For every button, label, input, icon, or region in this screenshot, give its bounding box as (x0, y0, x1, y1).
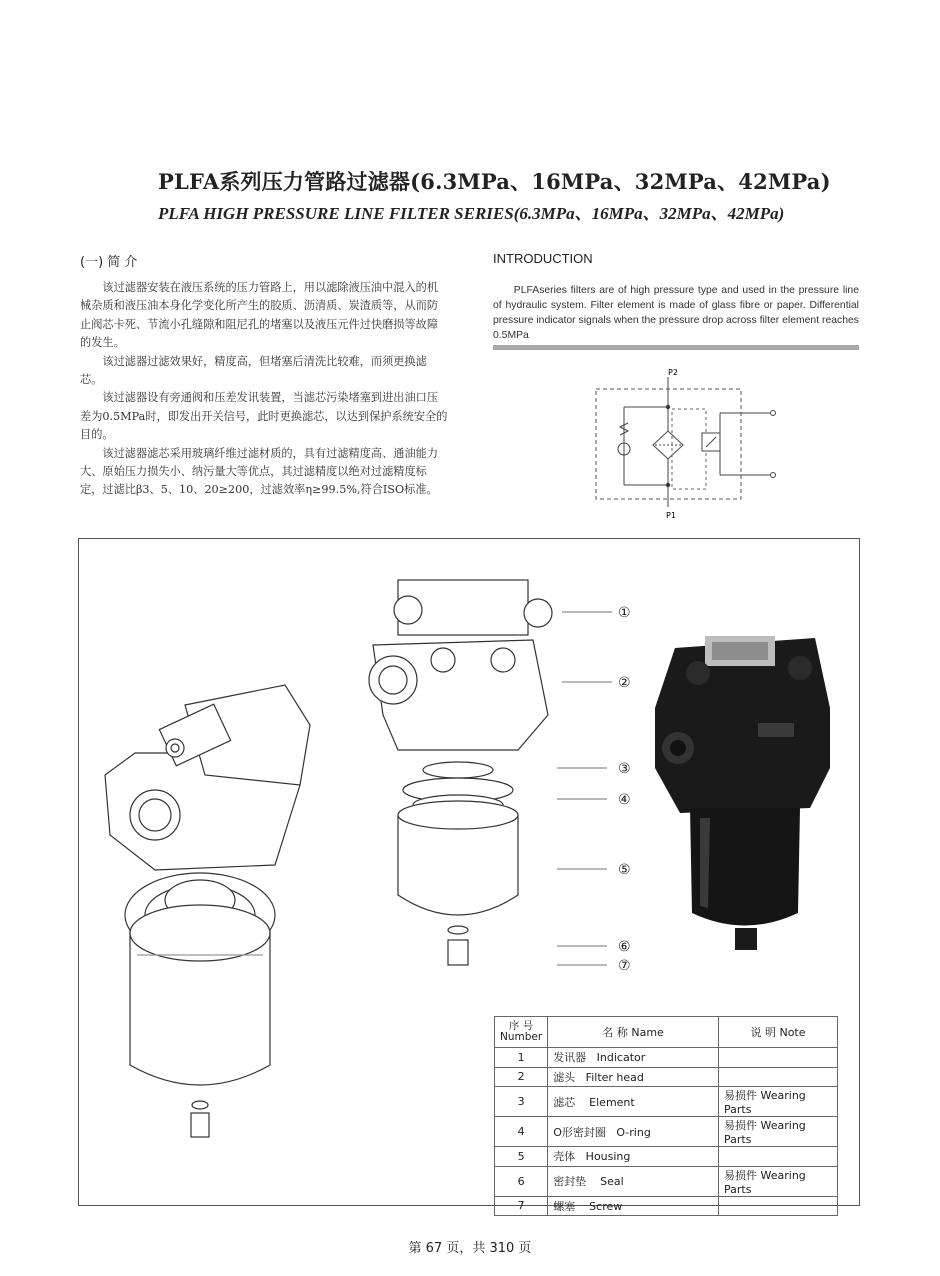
row-number: 2 (495, 1067, 548, 1087)
product-photo (650, 628, 835, 953)
row-number: 3 (495, 1087, 548, 1117)
table-header-row (495, 1017, 838, 1048)
row-note (719, 1147, 838, 1167)
page-footer: 第 67 页，共 310 页 (408, 1241, 532, 1256)
callout-2: ② (618, 675, 631, 691)
callout-1: ① (618, 605, 631, 621)
page-title-cn: PLFA系列压力管路过滤器(6.3MPa、16MPa、32MPa、42MPa) (158, 169, 831, 194)
section-heading-en: INTRODUCTION (493, 251, 593, 266)
row-name: 滤头 Filter head (548, 1067, 719, 1087)
callout-4: ④ (618, 792, 631, 808)
row-number: 5 (495, 1147, 548, 1167)
row-number: 4 (495, 1117, 548, 1147)
row-number: 1 (495, 1048, 548, 1068)
header-number: 序 号 Number (495, 1017, 548, 1048)
intro-body-en: PLFAseries filters are of high pressure type and used in the pressure line of hydraulic system. Filter element is made of glass fibre or paper. Differential pressure indicator signals when the pressure drop across filter element reaches 0.5MPa (493, 285, 859, 341)
row-name: 壳体 Housing (548, 1147, 719, 1167)
row-name: 密封垫 Seal (548, 1166, 719, 1196)
assembled-filter-drawing (95, 665, 315, 1145)
intro-body-cn (80, 279, 448, 500)
row-number: 7 (495, 1196, 548, 1216)
callout-7: ⑦ (618, 958, 631, 974)
header-name: 名 称 Name (548, 1017, 719, 1048)
row-note (719, 1067, 838, 1087)
intro-paragraph: 该过滤器设有旁通阀和压差发讯装置，当滤芯污染堵塞到进出油口压差为0.5MPa时，即发出开关信号，此时更换滤芯，以达到保护系统安全的目的。 (80, 391, 448, 442)
part-callouts (554, 600, 644, 980)
header-note: 说 明 Note (719, 1017, 838, 1048)
callout-3: ③ (618, 761, 631, 777)
table-row (495, 1067, 838, 1087)
intro-paragraph: 该过滤器滤芯采用玻璃纤维过滤材质的，具有过滤精度高、通油能力大、原始压力损失小、纳污量大等优点，其过滤精度以绝对过滤精度标定，过滤比β3、5、10、20≥200，过滤效率η≥99.5%,符合ISO标准。 (80, 446, 439, 497)
hydraulic-schematic (580, 365, 790, 523)
table-row (495, 1147, 838, 1167)
parts-table (494, 1016, 838, 1216)
intro-paragraph: 该过滤器安装在液压系统的压力管路上，用以滤除液压油中混入的机械杂质和液压油本身化学变化所产生的胶质、沥清质、炭渣质等，从而防止阀芯卡死、节流小孔缝隙和阻尼孔的堵塞以及液压元件过快磨损等故障的发生。 (80, 281, 439, 350)
row-note: 易损件 Wearing Parts (719, 1117, 838, 1147)
row-note: 易损件 Wearing Parts (719, 1166, 838, 1196)
schematic-label-p1: P1 (666, 511, 676, 520)
table-row (495, 1196, 838, 1216)
table-row (495, 1048, 838, 1068)
row-number: 6 (495, 1166, 548, 1196)
table-row (495, 1117, 838, 1147)
row-name: 发讯器 Indicator (548, 1048, 719, 1068)
divider-bar (493, 345, 859, 350)
table-row (495, 1087, 838, 1117)
section-heading-cn: (一) 简 介 (80, 255, 138, 270)
row-note (719, 1048, 838, 1068)
intro-paragraph: 该过滤器过滤效果好，精度高，但堵塞后清洗比较难，而须更换滤芯。 (80, 354, 427, 387)
row-note: 易损件 Wearing Parts (719, 1087, 838, 1117)
schematic-label-p2: P2 (668, 368, 678, 377)
row-name: 螺塞 Screw (548, 1196, 719, 1216)
callout-5: ⑤ (618, 862, 631, 878)
row-note (719, 1196, 838, 1216)
exploded-parts-drawing (358, 575, 558, 975)
table-row (495, 1166, 838, 1196)
callout-6: ⑥ (618, 939, 631, 955)
row-name: O形密封圈 O-ring (548, 1117, 719, 1147)
page-title-en: PLFA HIGH PRESSURE LINE FILTER SERIES(6.3MPa、16MPa、32MPa、42MPa) (158, 204, 785, 223)
row-name: 滤芯 Element (548, 1087, 719, 1117)
